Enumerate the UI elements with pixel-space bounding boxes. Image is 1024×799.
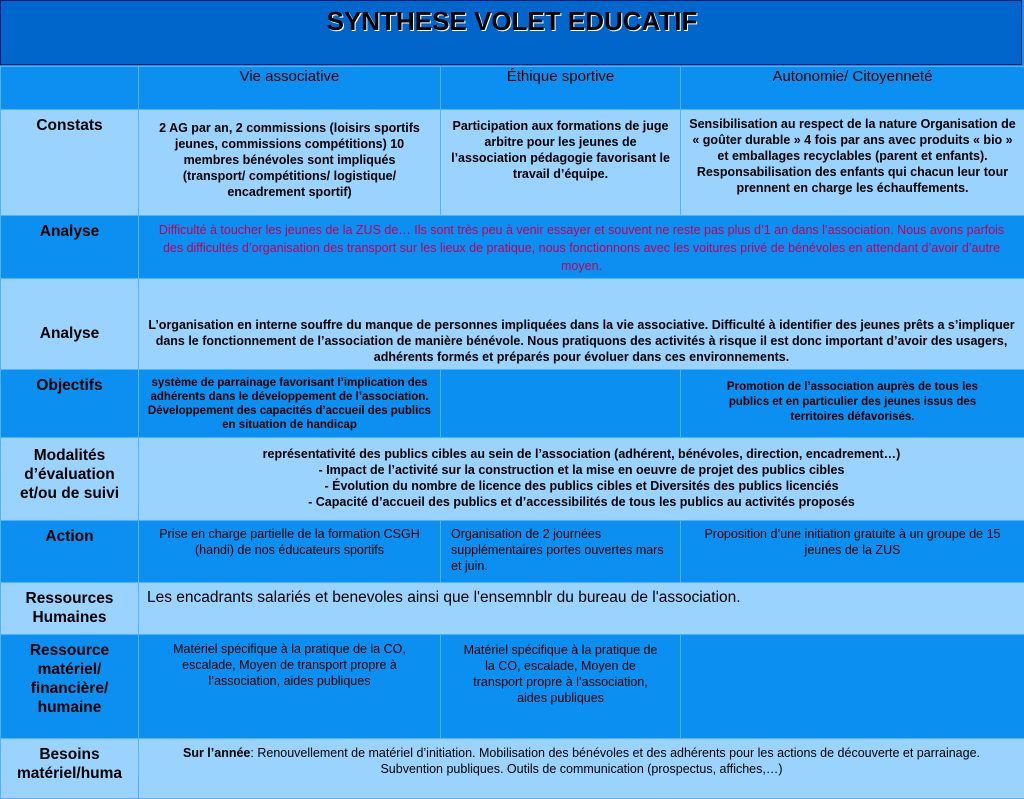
besoins-text: : Renouvellement de matériel d’initiation. Mobilisation des bénévoles et des adhérents pour les actions de découverte et parrainage. Subvention publiques. Outils de communication (prospectus, affiches,…) [250,746,980,776]
cell-analyse-1: Difficulté à toucher les jeunes de la ZUS de… Ils sont très peu à venir essayer et souvent ne reste pas plus d’1 an dans l’association. Nous avons parfois des difficultés d’organisation des transport sur les lieux de pratique, nous fonctionnons avec les voitures privé de bénévoles en attendant d’avoir d’autre moyen. [139,216,1024,279]
header-row [1,67,1024,110]
row-label: Constats [1,110,139,216]
cell-ressources-humaines: Les encadrants salariés et benevoles ainsi que l'ensemnblr du bureau de l'association. [139,583,1024,635]
modalites-line: représentativité des publics cibles au sein de l’association (adhérent, bénévoles, direction, encadrement…) [145,446,1018,462]
row-label: Ressources Humaines [1,583,139,635]
row-modalites [1,438,1024,521]
row-ressource-materiel [1,635,1024,739]
row-objectifs [1,370,1024,438]
cell-vie: Matériel spécifique à la pratique de la CO, escalade, Moyen de transport propre à l’association, aides publiques [139,635,441,739]
header-empty [1,67,139,110]
cell-autonomie: Sensibilisation au respect de la nature Organisation de « goûter durable » 4 fois par ans avec produits « bio » et emballages recyclables (parent et enfants). Responsabilisation des enfants qui chacun leur tour prennent en charge les échauffements. [681,110,1024,216]
cell-autonomie: Proposition d’une initiation gratuite à un groupe de 15 jeunes de la ZUS [681,521,1024,583]
row-analyse-2 [1,279,1024,370]
header-vie-associative: Vie associative [139,67,441,110]
cell-vie: Prise en charge partielle de la formation CSGH (handi) de nos éducateurs sportifs [139,521,441,583]
modalites-line: - Évolution du nombre de licence des publics cibles et Diversités des publics licenciés [145,478,1018,494]
row-label: Analyse [1,279,139,370]
header-ethique-sportive: Éthique sportive [441,67,681,110]
cell-vie: 2 AG par an, 2 commissions (loisirs sportifs jeunes, commissions compétitions) 10 membres bénévoles sont impliqués (transport/ compétitions/ logistique/ encadrement sportif) [139,110,441,216]
cell-ethique: Matériel spécifique à la pratique de la CO, escalade, Moyen de transport propre à l’association, aides publiques [441,635,681,739]
cell-vie: système de parrainage favorisant l’implication des adhérents dans le développement de l’association. Développement des capacités d’accueil des publics en situation de handicap [139,370,441,438]
modalites-line: - Impact de l’activité sur la construction et la mise en oeuvre de projet des publics cibles [145,462,1018,478]
page-title: SYNTHESE VOLET EDUCATIF [0,6,1024,37]
row-action [1,521,1024,583]
header-autonomie: Autonomie/ Citoyenneté [681,67,1024,110]
row-label: Modalités d’évaluation et/ou de suivi [1,438,139,521]
row-label: Besoins matériel/huma [1,739,139,799]
row-label: Analyse [1,216,139,279]
cell-ethique: Participation aux formations de juge arbitre pour les jeunes de l’association pédagogie favorisant le travail d’équipe. [441,110,681,216]
cell-ethique [441,370,681,438]
modalites-line: - Capacité d’accueil des publics et d’accessibilités de tous les publics au activités proposés [145,494,1018,510]
row-ressources-humaines [1,583,1024,635]
cell-modalites [139,438,1024,521]
synthesis-table [0,66,1024,799]
besoins-lead: Sur l’année [183,746,250,760]
cell-ethique: Organisation de 2 journées supplémentaires portes ouvertes mars et juin. [441,521,681,583]
row-label: Action [1,521,139,583]
cell-autonomie [681,635,1024,739]
cell-analyse-2: L’organisation en interne souffre du manque de personnes impliquées dans la vie associative. Difficulté à identifier des jeunes prêts a s’impliquer dans le fonctionnement de l’association de manière bénévole. Nous pratiquons des activités à risque il est donc important d’avoir des usagers, adhérents formés et préparés pour évoluer dans ces environnements. [139,279,1024,370]
row-besoins [1,739,1024,799]
cell-besoins [139,739,1024,799]
row-constats [1,110,1024,216]
cell-autonomie: Promotion de l’association auprès de tous les publics et en particulier des jeunes issus des territoires défavorisés. [681,370,1024,438]
row-analyse-1 [1,216,1024,279]
row-label: Objectifs [1,370,139,438]
row-label: Ressource matériel/ financière/ humaine [1,635,139,739]
